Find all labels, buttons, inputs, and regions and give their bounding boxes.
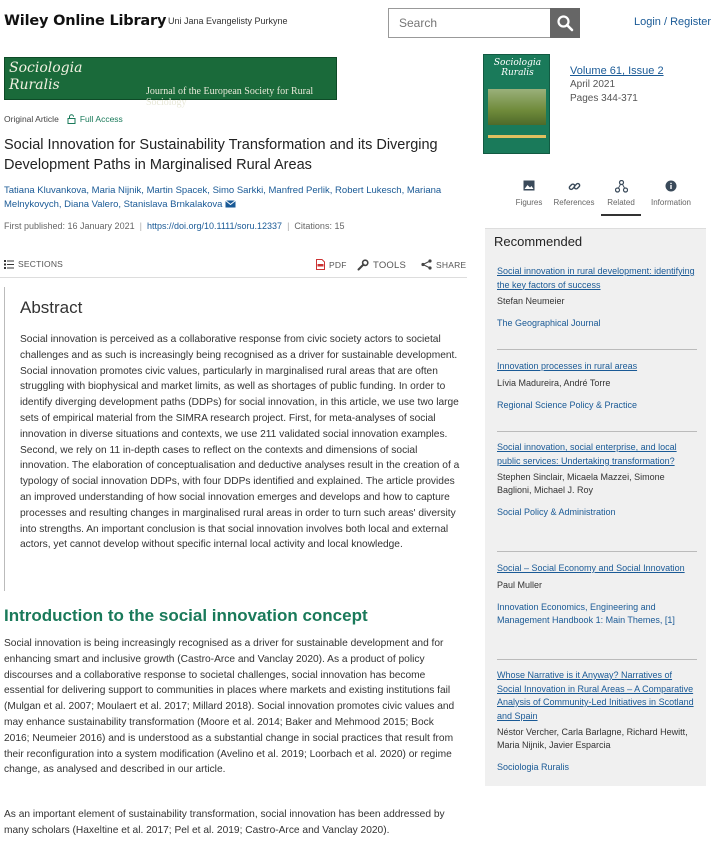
journal-title: Sociologia Ruralis: [9, 60, 83, 93]
recommended-journal[interactable]: The Geographical Journal: [497, 318, 601, 328]
issue-date: April 2021: [570, 79, 616, 90]
recommended-journal[interactable]: Innovation Economics, Engineering and Management Handbook 1: Main Themes, [1]: [497, 601, 675, 625]
abstract-text: Social innovation is perceived as a collaborative response from civic society actors to societal challenges and as such is increasingly being recognised as a driver for sustainable development. Social innovation promotes civic values, particularly in marginalised rural areas that are often struggling with biophysical and market limits, as well as shortages of public funding. In order to identify diverging development paths (DDPs) for social innovation, in this article, we use two large sets of empirical material from the SIMRA research project. First, for meta-analyses of social innovation in diverse situations and contexts, we use 211 validated social innovation examples. Second, we rely on 11 in-depth cases to reflect on the contexts and dimensions of social innovation. The elaboration of conceptualisation and deductive analyses result in the creation of a typology of social innovation DDPs, with four DDPs identified and explained. The article provides an improved understanding of how social innovation emerges and develops and how to capture processes and resulting changes in marginalised rural areas in order to turn such areas' diversity into strengths. An important conclusion is that social innovation involves both local and external actors, yet cannot develop without specific internal local activity and local knowledge.: [20, 334, 460, 551]
tab-information[interactable]: [643, 180, 699, 216]
divider: [497, 349, 697, 350]
recommended-item: [497, 562, 697, 627]
recommended-authors: Stefan Neumeier: [497, 296, 565, 306]
tab-figures-label: Figures: [515, 198, 543, 207]
access-label: Full Access: [79, 114, 123, 124]
cover-title: Sociologia Ruralis: [493, 58, 542, 78]
unlock-icon: [67, 114, 76, 124]
sections-label: SECTIONS: [18, 259, 64, 269]
article-toolbar: [0, 252, 467, 278]
recommended-title-link[interactable]: Whose Narrative is it Anyway? Narratives of Social Innovation in Rural Areas – A Comparative Analysis of Community-Led Initiatives in Scotland and Spain: [497, 670, 694, 721]
first-published: First published: 16 January 2021: [4, 221, 135, 231]
share-icon: [421, 259, 432, 270]
search-icon: [556, 14, 574, 32]
share-label: SHARE: [436, 259, 467, 270]
recommended-title-link[interactable]: Social innovation in rural development: identifying the key factors of success: [497, 266, 695, 290]
journal-banner[interactable]: [4, 57, 337, 108]
pdf-button[interactable]: [316, 259, 347, 270]
site-logo[interactable]: Wiley Online Library: [4, 13, 167, 29]
article-type: Original Article: [4, 114, 59, 124]
cover-stripe: [488, 135, 546, 138]
share-button[interactable]: [421, 259, 466, 270]
login-register-link[interactable]: Login / Register: [634, 16, 712, 28]
sections-button[interactable]: [4, 259, 63, 269]
recommended-item: [497, 441, 697, 519]
tab-related[interactable]: [601, 180, 641, 216]
intro-paragraph-2: As an important element of sustainability transformation, social innovation has been addressed by many scholars (Haxeltine et al. 2017; Pel et al. 2019; Castro-Arce and Vanclay 2020).: [4, 809, 445, 836]
tab-information-label: Information: [650, 198, 692, 207]
recommended-title-link[interactable]: Social innovation, social enterprise, and local public services: Undertaking transformation?: [497, 442, 677, 466]
recommended-item: [497, 265, 697, 330]
divider: [497, 659, 697, 660]
recommended-authors: Néstor Vercher, Carla Barlagne, Richard Hewitt, Maria Nijnik, Javier Esparcia: [497, 727, 688, 750]
divider: [497, 551, 697, 552]
recommended-title-link[interactable]: Innovation processes in rural areas: [497, 361, 638, 371]
search-input[interactable]: [399, 10, 549, 36]
article-title: Social Innovation for Sustainability Transformation and its Diverging Development Paths in Marginalised Rural Areas: [4, 137, 438, 173]
recommended-authors: Stephen Sinclair, Micaela Mazzei, Simone Baglioni, Michael J. Roy: [497, 472, 665, 495]
abstract-heading: Abstract: [20, 298, 83, 317]
side-tabs: [505, 180, 697, 216]
list-icon: [4, 260, 14, 269]
issue-info: [570, 64, 664, 106]
article-meta: [4, 114, 123, 124]
recommended-journal[interactable]: Sociologia Ruralis: [497, 762, 570, 772]
tab-related-label: Related: [607, 198, 635, 207]
search-field[interactable]: [388, 8, 552, 38]
institution-name: Uni Jana Evangelisty Purkyne: [168, 16, 288, 26]
pdf-label: PDF: [329, 259, 347, 270]
issue-pages: Pages 344-371: [570, 93, 638, 104]
wrench-icon: [357, 259, 369, 271]
volume-issue-link[interactable]: Volume 61, Issue 2: [570, 65, 664, 77]
recommended-item: [497, 360, 697, 412]
intro-paragraph-1: Social innovation is being increasingly recognised as a driver for sustainable development and for enhancing smart and inclusive growth (Castro-Arce and Vanclay 2020). As a product of policy discourses and a collaborative response to societal challenges, social innovation has become essential for delivering support to communities in places where markets and existing institutions fail (Mulgan et al. 2007; Moulaert et al. 2017; Millard 2018). Social innovation promotes civic values and may enhance sustainability transformation (Moore et al. 2014; Baker and Mehmood 2015; Bock 2016; Neumeier 2016) and is understood as a substantial change in social practices that result from their reconfiguration into a system modification (Avelino et al. 2019; Loorbach et al. 2020) or regime change, as analysed and described in our article.: [4, 638, 455, 776]
divider: [497, 431, 697, 432]
journal-subtitle: Journal of the European Society for Rural Sociology: [146, 86, 314, 108]
publication-row: First published: 16 January 2021 | https://doi.org/10.1111/soru.12337 | Citations: 15: [4, 221, 345, 231]
recommended-authors: Lívia Madureira, André Torre: [497, 377, 611, 388]
authors-text[interactable]: Tatiana Kluvankova, Maria Nijnik, Martin Spacek, Simo Sarkki, Manfred Perlik, Robert Lukesch, Mariana Melnykovych, Diana Valero, Stanislava Brnkalakova: [4, 185, 442, 210]
tools-label: TOOLS: [373, 259, 407, 271]
abstract-section: [4, 287, 464, 591]
email-icon[interactable]: [225, 200, 236, 208]
image-icon: [523, 180, 535, 191]
recommended-authors: Paul Muller: [497, 579, 543, 590]
intro-heading: Introduction to the social innovation concept: [4, 606, 368, 625]
citations-count[interactable]: Citations: 15: [294, 221, 345, 231]
recommended-panel: [485, 228, 706, 786]
network-icon: [615, 180, 628, 193]
recommended-journal[interactable]: Regional Science Policy & Practice: [497, 399, 638, 410]
recommended-journal[interactable]: Social Policy & Administration: [497, 507, 616, 517]
author-list[interactable]: [4, 184, 459, 212]
recommended-heading: Recommended: [494, 234, 583, 249]
link-icon: [568, 180, 581, 193]
pdf-icon: [316, 259, 325, 270]
journal-cover[interactable]: [483, 54, 550, 154]
access-badge: [67, 114, 123, 124]
info-icon: [665, 180, 677, 192]
tab-references-label: References: [553, 198, 595, 207]
doi-link[interactable]: https://doi.org/10.1111/soru.12337: [146, 221, 283, 231]
tab-references[interactable]: [545, 180, 603, 216]
top-header: [0, 0, 712, 44]
recommended-title-link[interactable]: Social – Social Economy and Social Innovation: [497, 563, 685, 573]
tools-button[interactable]: [357, 259, 406, 271]
cover-image: [488, 89, 546, 125]
recommended-item: [497, 669, 697, 774]
search-button[interactable]: [550, 8, 580, 38]
